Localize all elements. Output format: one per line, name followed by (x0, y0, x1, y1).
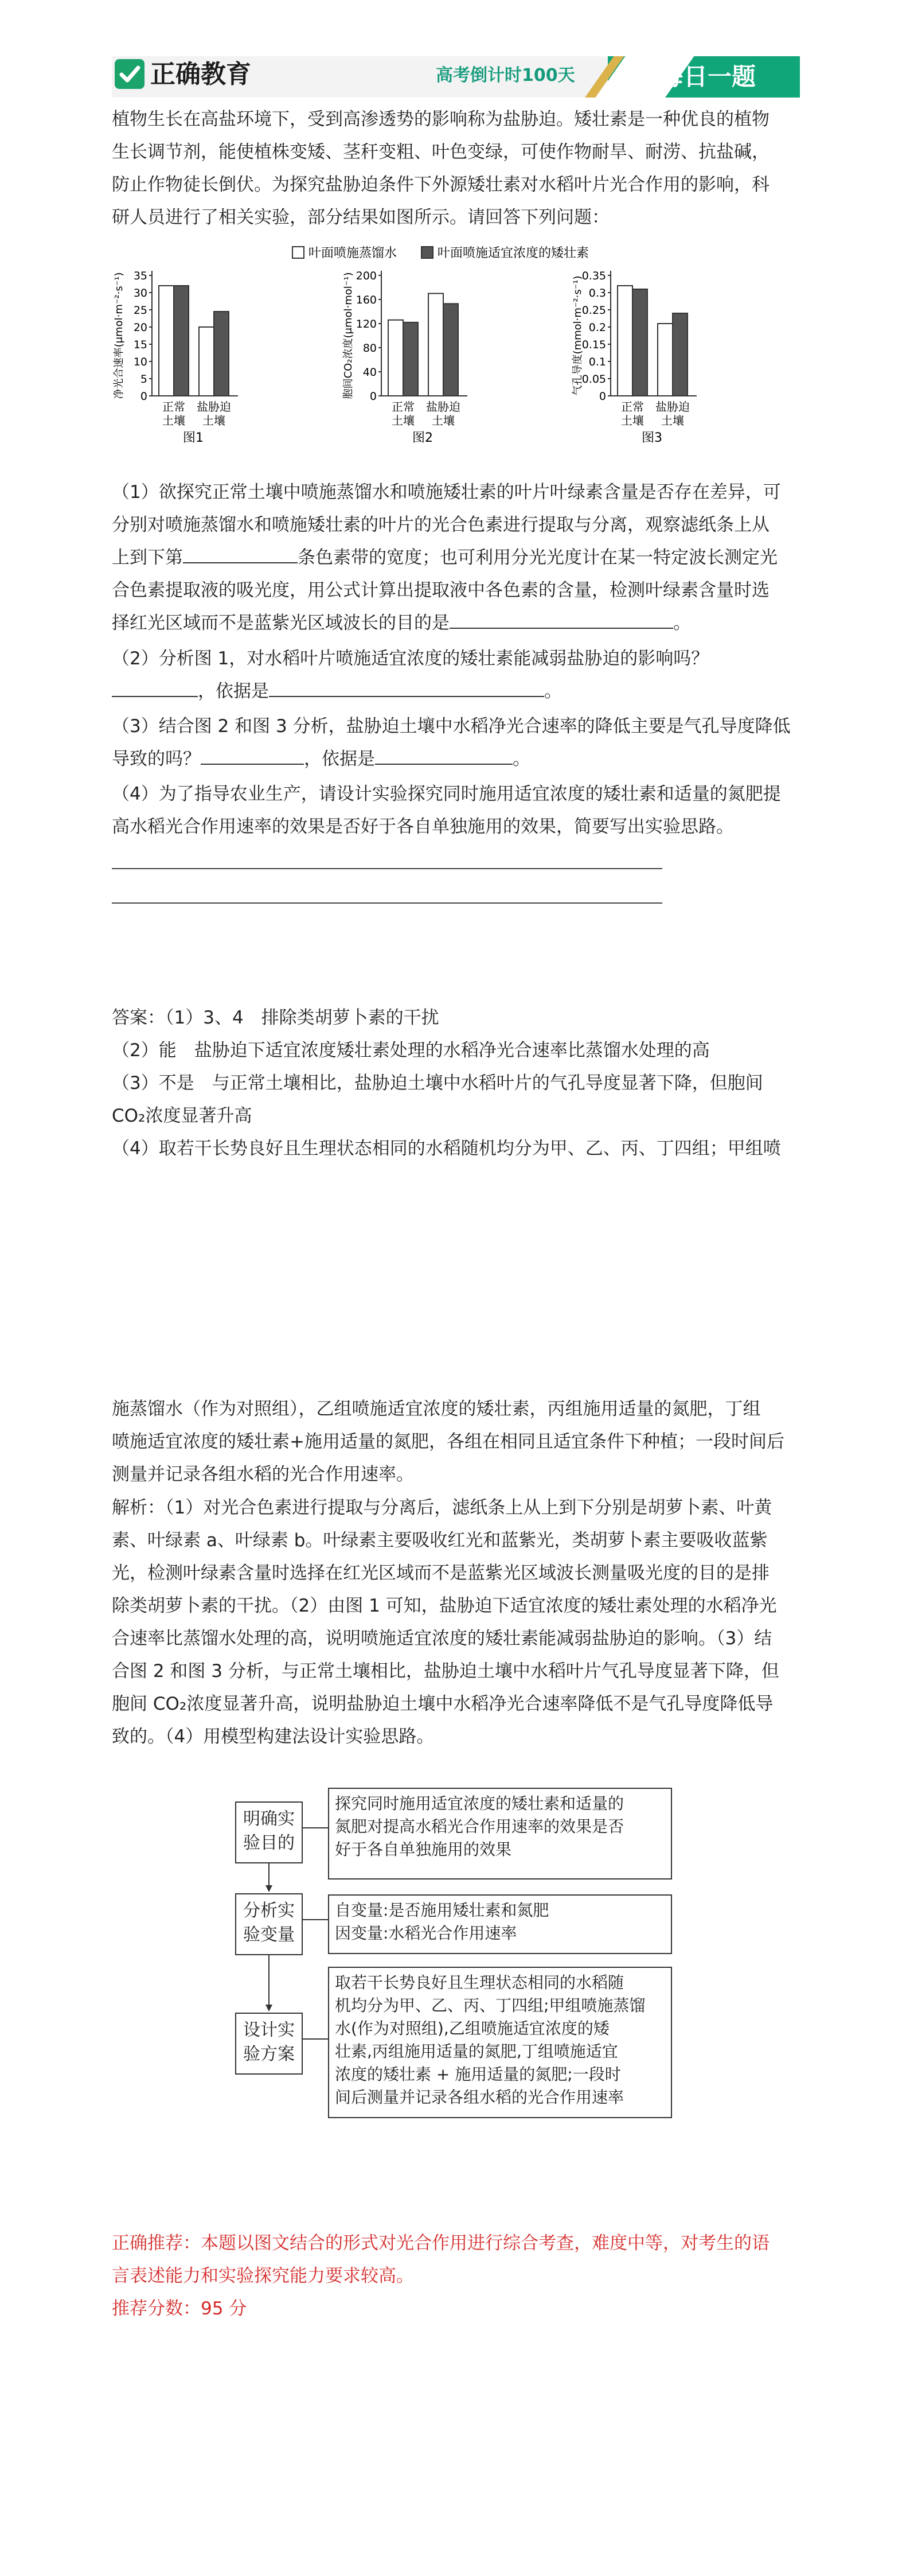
y-tick-label: 30 (133, 287, 147, 299)
y-tick-label: 160 (356, 294, 377, 306)
flow-connectors (229, 1790, 344, 2088)
answer-4-cont: 测量并记录各组水稻的光合作用速率。 (112, 1464, 414, 1485)
y-tick-label: 80 (362, 342, 377, 355)
answer-blank[interactable] (375, 746, 513, 765)
q1-line (112, 542, 800, 574)
q1-text: 上到下第 (112, 547, 183, 568)
bar-cck (673, 313, 688, 396)
flow-box-text: 氮肥对提高水稻光合作用速率的效果是否 (335, 1817, 624, 1836)
flow-step-text: 明确实 (243, 1809, 295, 1829)
y-tick-label: 35 (133, 270, 147, 282)
q3-text: ，依据是 (304, 749, 375, 769)
analysis-line: 素、叶绿素 a、叶绿素 b。叶绿素主要吸收红光和蓝紫光，类胡萝卜素主要吸收蓝紫 (112, 1530, 768, 1551)
y-axis-label: 净光合速率(μmol·m⁻²·s⁻¹) (113, 272, 125, 399)
legend-water: 叶面喷施蒸馏水 (308, 246, 397, 260)
x-tick-label: 土壤 (661, 414, 684, 427)
flow-step-text: 设计实 (243, 2020, 295, 2040)
answer-4-cont: 施蒸馏水（作为对照组），乙组喷施适宜浓度的矮壮素，丙组施用适量的氮肥，丁组 (112, 1399, 761, 1419)
answer-blank[interactable] (269, 679, 544, 697)
flow-box-plan (328, 1967, 672, 2118)
flow-box-text: 自变量:是否施用矮壮素和氮肥 (335, 1901, 549, 1920)
answer-block-cont (112, 1393, 800, 1491)
figure-charts (112, 241, 800, 470)
countdown-text: 高考倒计时100天 (436, 65, 575, 85)
chart-fig1 (113, 270, 238, 445)
question-3 (112, 710, 800, 776)
q2-line: （2）分析图 1，对水稻叶片喷施适宜浓度的矮壮素能减弱盐胁迫的影响吗？ (112, 648, 709, 669)
q1-text: 。 (673, 613, 691, 633)
flow-box-text: 机均分为甲、乙、丙、丁四组;甲组喷施蒸馏 (335, 1996, 646, 2015)
answer-blank[interactable] (183, 545, 298, 563)
intro-line: 植物生长在高盐环境下，受到高渗透势的影响称为盐胁迫。矮壮素是一种优良的植物 (112, 109, 770, 130)
q3-text: 。 (513, 749, 530, 769)
x-tick-label: 土壤 (202, 414, 225, 427)
y-tick-label: 0.35 (581, 270, 606, 282)
x-tick-label: 正常 (621, 400, 644, 414)
answer-1: 答案：（1）3、4 排除类胡萝卜素的干扰 (112, 1007, 439, 1028)
chart-caption: 图2 (412, 431, 433, 445)
flow-box-text: 取若干长势良好且生理状态相同的水稻随 (335, 1973, 624, 1992)
legend-swatch-cck (421, 247, 433, 258)
intro-line: 研人员进行了相关实验，部分结果如图所示。请回答下列问题： (112, 207, 610, 228)
bar-cck (174, 286, 189, 396)
bar-water (618, 286, 632, 396)
chart-fig2 (342, 270, 467, 445)
y-tick-label: 10 (133, 356, 147, 368)
q1-text: 条色素带的宽度；也可利用分光光度计在某一特定波长测定光 (298, 547, 778, 568)
flow-box-goal (328, 1788, 672, 1880)
question-1 (112, 476, 800, 640)
x-tick-label: 土壤 (621, 414, 644, 427)
analysis-line: 合速率比蒸馏水处理的高，说明喷施适宜浓度的矮壮素能减弱盐胁迫的影响。（3）结 (112, 1628, 772, 1649)
flow-box-text: 因变量:水稻光合作用速率 (335, 1924, 517, 1943)
answer-line[interactable] (112, 868, 662, 869)
flow-box-text: 壮素,丙组施用适量的氮肥,丁组喷施适宜 (335, 2042, 618, 2061)
y-tick-label: 0.2 (588, 321, 606, 334)
q1-line: （1）欲探究正常土壤中喷施蒸馏水和喷施矮壮素的叶片叶绿素含量是否存在差异，可 (112, 482, 781, 503)
analysis-block (112, 1492, 800, 1753)
y-tick-label: 0.1 (588, 356, 606, 368)
y-tick-label: 15 (133, 338, 147, 351)
q2-line (112, 675, 800, 708)
analysis-line: 致的。（4）用模型构建法设计实验思路。 (112, 1726, 435, 1747)
recommend-block (112, 2227, 800, 2325)
bar-cck (632, 289, 647, 396)
y-tick-label: 0 (599, 390, 606, 403)
flow-step-text: 验变量 (243, 1925, 295, 1945)
q1-line (112, 607, 800, 640)
bar-water (428, 294, 443, 396)
flow-step-text: 分析实 (243, 1901, 295, 1921)
flow-box-text: 水(作为对照组),乙组喷施适宜浓度的矮 (335, 2019, 610, 2038)
q1-text: 择红光区域而不是蓝紫光区域波长的目的是 (112, 613, 450, 633)
recommend-score: 推荐分数：95 分 (112, 2298, 247, 2319)
bar-cck (443, 303, 458, 396)
q3-line (112, 743, 800, 776)
flow-arrowhead (265, 2005, 272, 2011)
y-tick-label: 0.3 (588, 287, 606, 299)
y-tick-label: 0.15 (581, 338, 606, 351)
chart-caption: 图1 (183, 431, 204, 445)
flow-box-text: 间后测量并记录各组水稻的光合作用速率 (335, 2088, 624, 2107)
bar-cck (214, 312, 229, 396)
flow-box-text: 浓度的矮壮素 + 施用适量的氮肥;一段时 (335, 2065, 621, 2084)
analysis-line: 除类胡萝卜素的干扰。（2）由图 1 可知，盐胁迫下适宜浓度的矮壮素处理的水稻净光 (112, 1596, 777, 1616)
analysis-line: 合图 2 和图 3 分析，与正常土壤相比，盐胁迫土壤中水稻叶片气孔导度显著下降，但 (112, 1661, 779, 1682)
analysis-line: 光，检测叶绿素含量时选择在红光区域而不是蓝紫光区域波长测量吸光度的目的是排 (112, 1563, 770, 1583)
q4-line: （4）为了指导农业生产，请设计实验探究同时施用适宜浓度的矮壮素和适量的氮肥提 (112, 784, 781, 804)
bar-water (388, 320, 403, 396)
bar-water (159, 286, 174, 396)
bar-water (658, 324, 673, 396)
intro-line: 生长调节剂，能使植株变矮、茎秆变粗、叶色变绿，可使作物耐旱、耐涝、抗盐碱， (112, 142, 770, 162)
daily-title: 每日一题 (659, 63, 756, 91)
x-tick-label: 盐胁迫 (655, 400, 690, 414)
y-tick-label: 120 (356, 318, 377, 330)
answer-blank[interactable] (201, 746, 304, 765)
y-tick-label: 20 (133, 321, 147, 334)
x-tick-label: 盐胁迫 (426, 400, 460, 414)
y-tick-label: 0.25 (581, 304, 606, 317)
y-tick-label: 0.05 (581, 373, 606, 386)
recommend-line: 正确推荐：本题以图文结合的形式对光合作用进行综合考查，难度中等，对考生的语 (112, 2233, 770, 2254)
chart-caption: 图3 (642, 431, 662, 445)
y-axis-label: 气孔导度(mmol·m⁻²·s⁻¹) (572, 275, 584, 396)
y-tick-label: 0 (369, 390, 377, 403)
flow-box-text: 好于各自单独施用的效果 (335, 1840, 512, 1859)
q1-line: 合色素提取液的吸光度，用公式计算出提取液中各色素的含量，检测叶绿素含量时选 (112, 580, 770, 601)
x-tick-label: 土壤 (392, 414, 415, 427)
analysis-line: 胞间 CO₂浓度显著升高，说明盐胁迫土壤中水稻净光合速率降低不是气孔导度降低导 (112, 1694, 774, 1714)
answer-blank[interactable] (112, 679, 198, 697)
x-tick-label: 正常 (162, 400, 185, 414)
q3-text: 导致的吗？ (112, 749, 201, 769)
legend-swatch-water (292, 247, 304, 258)
answer-4-cont: 喷施适宜浓度的矮壮素+施用适量的氮肥，各组在相同且适宜条件下种植；一段时间后 (112, 1431, 784, 1452)
check-logo-icon (115, 59, 144, 89)
flow-step-text: 验方案 (243, 2044, 295, 2064)
y-tick-label: 0 (140, 390, 147, 403)
y-tick-label: 200 (356, 270, 377, 282)
question-4 (112, 778, 800, 843)
analysis-line: 解析：（1）对光合色素进行提取与分离后，滤纸条上从上到下分别是胡萝卜素、叶黄 (112, 1497, 772, 1518)
y-tick-label: 25 (133, 304, 147, 317)
q2-text: ，依据是 (198, 681, 269, 702)
question-2 (112, 643, 800, 708)
y-tick-label: 40 (362, 366, 377, 379)
y-axis-label: 胞间CO₂浓度(μmol·mol⁻¹) (342, 272, 354, 399)
chart-legend (292, 246, 589, 260)
answer-2: （2）能 盐胁迫下适宜浓度矮壮素处理的水稻净光合速率比蒸馏水处理的高 (112, 1040, 710, 1061)
flow-step-text: 验目的 (243, 1833, 295, 1853)
x-tick-label: 盐胁迫 (197, 400, 231, 414)
answer-3: （3）不是 与正常土壤相比，盐胁迫土壤中水稻叶片的气孔导度显著下降，但胞间 (112, 1073, 763, 1094)
flow-box-text: 探究同时施用适宜浓度的矮壮素和适量的 (335, 1794, 624, 1813)
answer-3-cont: CO₂浓度显著升高 (112, 1106, 252, 1126)
recommend-line: 言表述能力和实验探究能力要求较高。 (112, 2266, 414, 2286)
chart-fig3 (572, 270, 697, 445)
x-tick-label: 土壤 (432, 414, 455, 427)
flow-box-variables (328, 1894, 672, 1954)
y-tick-label: 5 (140, 373, 147, 386)
bar-water (199, 327, 214, 396)
answer-block (112, 1002, 800, 1165)
intro-line: 防止作物徒长倒伏。为探究盐胁迫条件下外源矮壮素对水稻叶片光合作用的影响，科 (112, 174, 770, 195)
flow-arrowhead (265, 1885, 272, 1892)
q2-text: 。 (544, 681, 562, 702)
answer-line[interactable] (112, 902, 662, 904)
legend-cck: 叶面喷施适宜浓度的矮壮素 (438, 246, 589, 260)
q3-line: （3）结合图 2 和图 3 分析，盐胁迫土壤中水稻净光合速率的降低主要是气孔导度降低 (112, 716, 791, 737)
x-tick-label: 正常 (392, 400, 415, 414)
answer-blank[interactable] (450, 610, 673, 629)
q4-line: 高水稻光合作用速率的效果是否好于各自单独施用的效果，简要写出实验思路。 (112, 816, 734, 837)
brand-title: 正确教育 (150, 60, 251, 89)
question-intro (112, 103, 800, 234)
answer-4: （4）取若干长势良好且生理状态相同的水稻随机均分为甲、乙、丙、丁四组；甲组喷 (112, 1138, 781, 1159)
x-tick-label: 土壤 (162, 414, 185, 427)
q1-line: 分别对喷施蒸馏水和喷施矮壮素的叶片的光合色素进行提取与分离，观察滤纸条上从 (112, 515, 770, 535)
bar-cck (403, 322, 418, 396)
